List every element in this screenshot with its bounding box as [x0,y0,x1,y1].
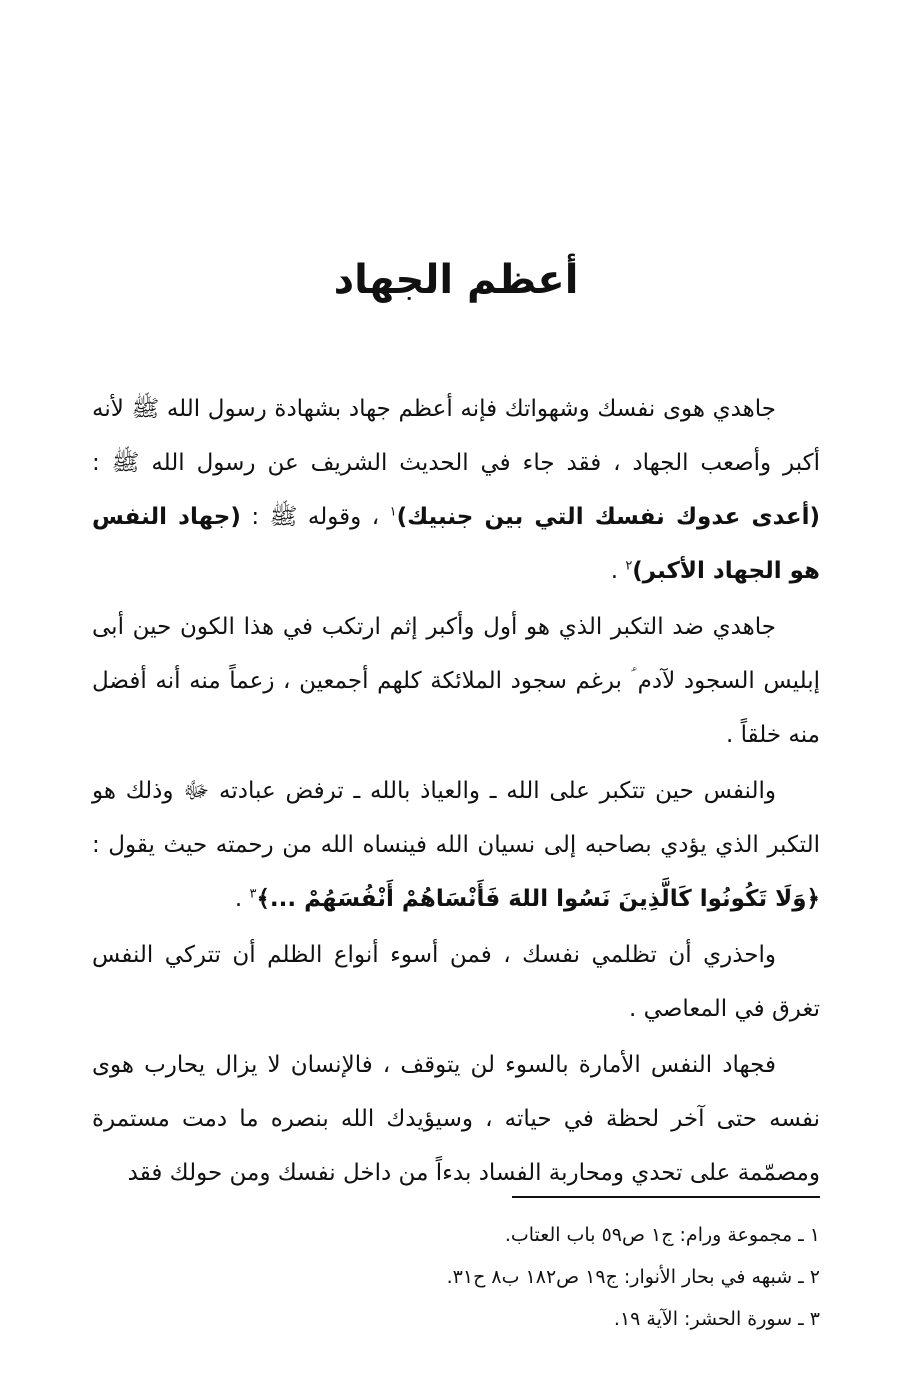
paragraph-3-text: والنفس حين تتكبر على الله ـ والعياذ بالله ـ ترفض عبادته ﷻ وذلك هو التكبر الذي يؤدي بصاحبه إلى نسيان الله فينساه الله من رحمته حيث يقول : [92,778,820,858]
footnote-3: ٣ ـ سورة الحشر: الآية ١٩. [613,1308,820,1330]
footnote-2: ٢ ـ شبهه في بحار الأنوار: ج١٩ ص١٨٢ ب٨ ح٣١. [446,1266,820,1288]
hadith-quote-2: (جهاد النفس هو الجهاد الأكبر) [92,504,820,584]
paragraph-1-connector: ، وقوله ﷺ : [251,504,380,530]
footnote-1: ١ ـ مجموعة ورام: ج١ ص٥٩ باب العتاب. [504,1224,820,1246]
paragraph-1-text: جاهدي هوى نفسك وشهواتك فإنه أعظم جهاد بشهادة رسول الله ﷺ لأنه أكبر وأصعب الجهاد ، فقد جاء في الحديث الشريف عن رسول الله ﷺ : [92,396,820,476]
quran-verse: ﴿وَلَا تَكُونُوا كَالَّذِينَ نَسُوا اللهَ فَأَنْسَاهُمْ أَنْفُسَهُمْ ...﴾ [256,886,820,912]
footnote-divider [512,1196,820,1198]
hadith-quote-1: (أعدى عدوك نفسك التي بين جنبيك) [396,504,820,530]
paragraph-2: جاهدي ضد التكبر الذي هو أول وأكبر إثم ارتكب في هذا الكون حين أبى إبليس السجود لآدم ؑ برغم سجود الملائكة كلهم أجمعين ، زعماً منه أنه أفضل منه خلقاً . [92,614,820,748]
footnotes [92,1214,820,1340]
footnote-ref-1: ١ [389,504,397,520]
paragraph-1-end: . [610,558,618,584]
footnote-ref-3: ٣ [249,886,257,902]
paragraph-1 [92,382,820,598]
body-text [92,382,820,1202]
chapter-title: أعظم الجهاد [333,257,579,303]
footnote-ref-2: ٢ [625,558,633,574]
paragraph-3 [92,764,820,926]
paragraph-5: فجهاد النفس الأمارة بالسوء لن يتوقف ، فالإنسان لا يزال يحارب هوى نفسه حتى آخر لحظة في حياته ، وسيؤيدك الله بنصره ما دمت مستمرة ومصمّمة على تحدي ومحاربة الفساد بدءاً من داخل نفسك ومن حولك فقد [92,1052,820,1186]
paragraph-3-end: . [234,886,243,912]
paragraph-4: واحذري أن تظلمي نفسك ، فمن أسوء أنواع الظلم أن تتركي النفس تغرق في المعاصي . [92,942,820,1022]
